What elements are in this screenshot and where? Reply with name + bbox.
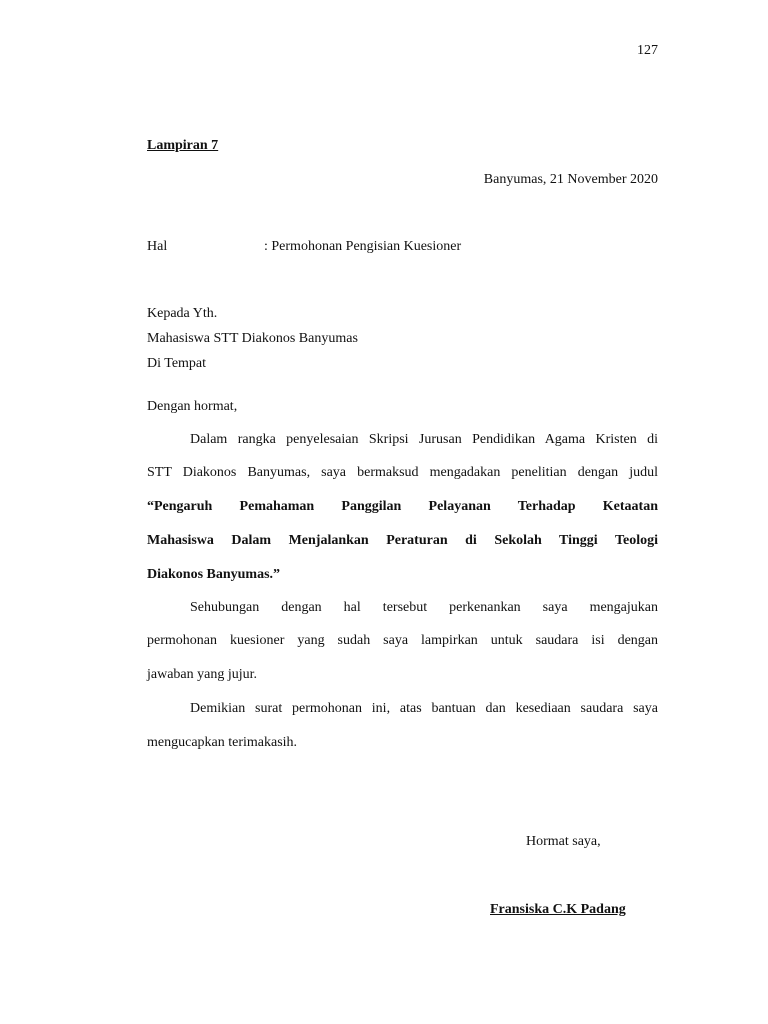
page-number: 127 — [637, 43, 658, 58]
research-title-line-2: Mahasiswa Dalam Menjalankan Peraturan di Sekolah Tinggi Teologi — [147, 533, 658, 548]
subject-label: Hal — [147, 239, 168, 254]
greeting: Dengan hormat, — [147, 399, 238, 414]
body-p1-line-2: STT Diakonos Banyumas, saya bermaksud mengadakan penelitian dengan judul — [147, 465, 658, 480]
attachment-label: Lampiran 7 — [147, 138, 219, 153]
place-date: Banyumas, 21 November 2020 — [483, 172, 658, 187]
body-p1-line-1: Dalam rangka penyelesaian Skripsi Jurusan Pendidikan Agama Kristen di — [190, 432, 658, 447]
body-p2-line-2: permohonan kuesioner yang sudah saya lampirkan untuk saudara isi dengan — [147, 633, 658, 648]
signer-name: Fransiska C.K Padang — [490, 902, 626, 917]
closing: Hormat saya, — [526, 834, 601, 849]
body-p3-line-1: Demikian surat permohonan ini, atas bantuan dan kesediaan saudara saya — [190, 701, 658, 716]
body-p3-line-2: mengucapkan terimakasih. — [147, 735, 298, 750]
recipient-line-3: Di Tempat — [147, 356, 207, 371]
research-title-line-3: Diakonos Banyumas.” — [147, 567, 281, 582]
body-p2-line-3: jawaban yang jujur. — [147, 667, 258, 682]
recipient-line-1: Kepada Yth. — [147, 306, 218, 321]
research-title-line-1: “Pengaruh Pemahaman Panggilan Pelayanan Terhadap Ketaatan — [147, 499, 658, 514]
recipient-line-2: Mahasiswa STT Diakonos Banyumas — [147, 331, 358, 346]
subject-value: : Permohonan Pengisian Kuesioner — [264, 239, 462, 254]
body-p2-line-1: Sehubungan dengan hal tersebut perkenankan saya mengajukan — [190, 600, 658, 615]
subject-line — [147, 239, 462, 255]
